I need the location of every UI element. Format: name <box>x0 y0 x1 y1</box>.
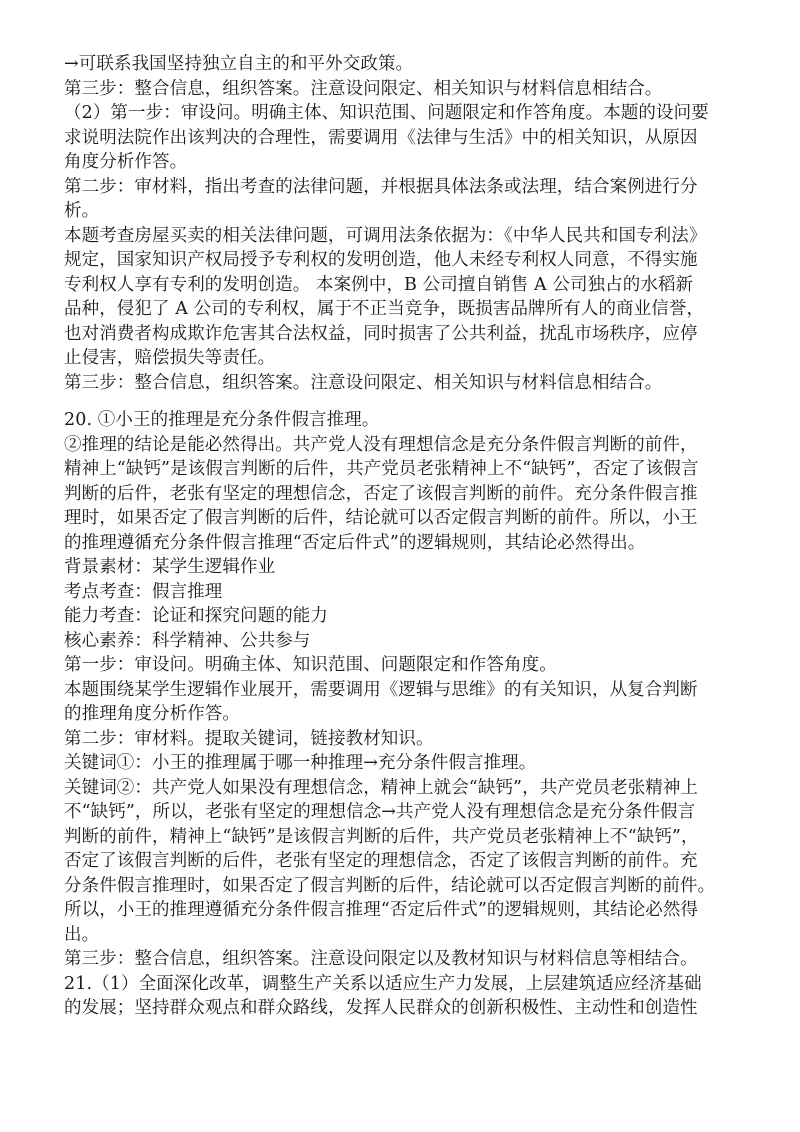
text-line: →可联系我国坚持独立自主的和平外交政策。 <box>64 54 414 74</box>
text-line: 析。 <box>64 201 100 221</box>
text-line: 第二步：审材料，指出考查的法律问题，并根据具体法条或法理，结合案例进行分 <box>64 176 698 197</box>
text-line: 的推理遵循充分条件假言推理“否定后件式”的逻辑规则，其结论必然得出。 <box>64 532 646 553</box>
text-line: 分条件假言推理时，如果否定了假言判断的后件，结论就可以否定假言判断的前件。 <box>64 875 716 896</box>
paragraph-gap <box>64 395 748 408</box>
text-line: 理时，如果否定了假言判断的后件，结论就可以否定假言判断的前件。所以，小王 <box>64 508 698 528</box>
text-line: 的推理角度分析作答。 <box>64 704 240 724</box>
text-line: 第二步：审材料。提取关键词，链接教材知识。 <box>64 728 434 749</box>
text-line: 精神上“缺钙”是该假言判断的后件，共产党员老张精神上不“缺钙”，否定了该假言 <box>64 459 699 479</box>
text-line: （2）第一步：审设问。明确主体、知识范围、问题限定和作答角度。本题的设问要 <box>64 103 709 123</box>
text-line: 所以，小王的推理遵循充分条件假言推理“否定后件式”的逻辑规则，其结论必然得 <box>64 900 699 920</box>
text-line: 第三步：整合信息，组织答案。注意设问限定、相关知识与材料信息相结合。 <box>64 78 663 99</box>
text-line: 出。 <box>64 924 100 945</box>
text-line: 第三步：整合信息，组织答案。注意设问限定、相关知识与材料信息相结合。 <box>64 372 663 393</box>
text-line: 第一步：审设问。明确主体、知识范围、问题限定和作答角度。 <box>64 655 557 675</box>
text-line: 关键词①：小王的推理属于哪一种推理→充分条件假言推理。 <box>64 753 537 773</box>
text-line: 否定了该假言判断的后件，老张有坚定的理想信念，否定了该假言判断的前件。充 <box>64 851 698 871</box>
text-line: 也对消费者构成欺诈危害其合法权益，同时损害了公共利益，扰乱市场秩序，应停 <box>64 323 698 344</box>
text-line: 21.（1）全面深化改革，调整生产关系以适应生产力发展，上层建筑适应经济基础 <box>64 973 702 994</box>
text-line: 止侵害，赔偿损失等责任。 <box>64 348 276 368</box>
text-line: 考点考查：假言推理 <box>64 581 223 602</box>
text-line: ②推理的结论是能必然得出。共产党人没有理想信念是充分条件假言判断的前件， <box>64 434 698 455</box>
text-line: 的发展；坚持群众观点和群众路线，发挥人民群众的创新积极性、主动性和创造性 <box>64 998 698 1018</box>
text-line: 角度分析作答。 <box>64 152 188 172</box>
text-line: 专利权人享有专利的发明创造。 本案例中，B 公司擅自销售 A 公司独占的水稻新 <box>64 274 694 295</box>
text-line: 本题围绕某学生逻辑作业展开，需要调用《逻辑与思维》的有关知识，从复合判断 <box>64 679 698 700</box>
text-line: 关键词②：共产党人如果没有理想信念，精神上就会“缺钙”，共产党员老张精神上 <box>64 777 699 798</box>
text-line: 不“缺钙”，所以，老张有坚定的理想信念→共产党人没有理想信念是充分条件假言 <box>64 802 696 822</box>
text-line: 判断的前件，精神上“缺钙”是该假言判断的后件，共产党员老张精神上不“缺钙”， <box>64 826 699 847</box>
text-line: 背景素材：某学生逻辑作业 <box>64 557 276 577</box>
text-line: 本题考查房屋买卖的相关法律问题，可调用法条依据为：《中华人民共和国专利法》 <box>64 225 707 246</box>
text-line: 20. ①小王的推理是充分条件假言推理。 <box>64 410 380 430</box>
text-line: 求说明法院作出该判决的合理性，需要调用《法律与生活》中的相关知识，从原因 <box>64 127 698 148</box>
text-line: 第三步：整合信息，组织答案。注意设问限定以及教材知识与材料信息等相结合。 <box>64 949 698 969</box>
text-line: 判断的后件，老张有坚定的理想信念，否定了该假言判断的前件。充分条件假言推 <box>64 483 698 504</box>
text-line: 能力考查：论证和探究问题的能力 <box>64 606 328 626</box>
text-line: 核心素养：科学精神、公共参与 <box>64 630 311 651</box>
text-line: 规定，国家知识产权局授予专利权的发明创造，他人未经专利权人同意，不得实施 <box>64 250 698 270</box>
text-line: 品种，侵犯了 A 公司的专利权，属于不正当竞争，既损害品牌所有人的商业信誉， <box>64 299 705 319</box>
